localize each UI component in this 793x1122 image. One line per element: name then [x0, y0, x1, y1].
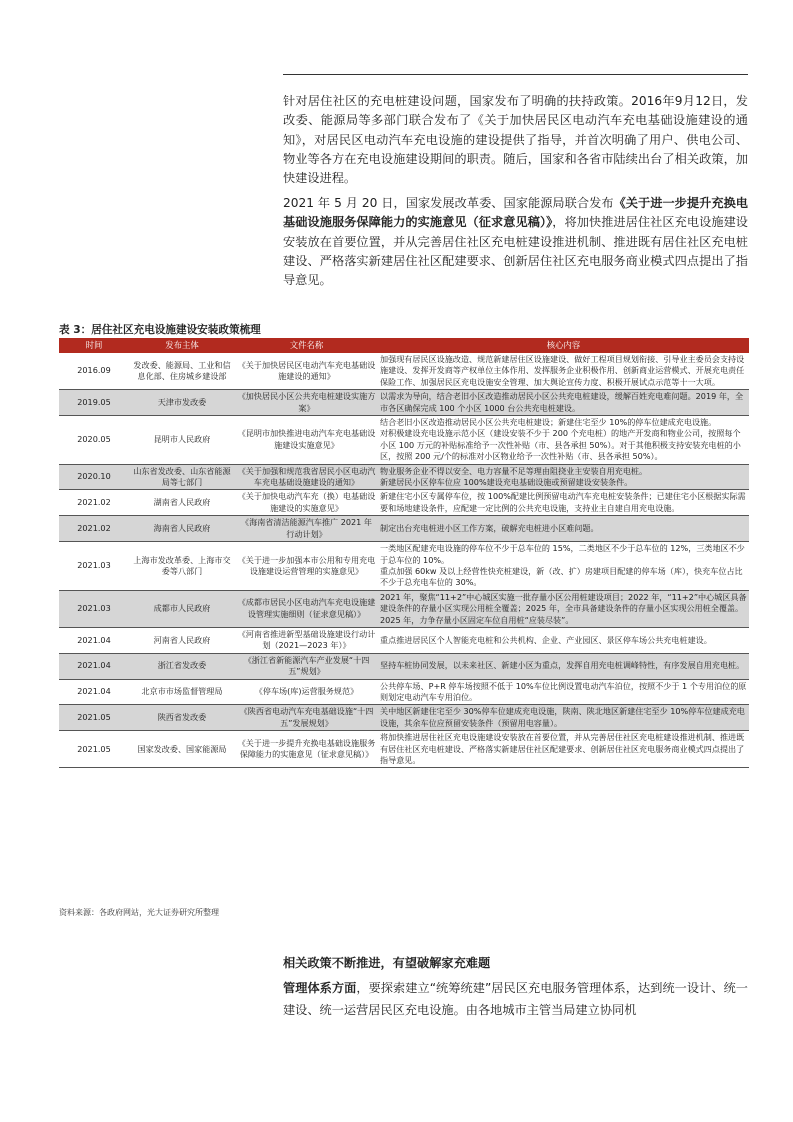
row-content: 结合老旧小区改造推动居民小区公共充电桩建设；新建住宅至少 10%的停车位建成充电设施。 对积极建设充电设施示范小区（建设安装不少于 200 个充电桩）的地产开发商和物业公司，按照每个小区 100 万元的补贴标准给予一次性补贴（市、县各承担 50%）。对于其他积极支持安装充电桩的小区，按照 200 元/个的标准对小区物业给予一次性补贴（市、县各承担 50%）。 [378, 416, 749, 465]
policy-table [59, 338, 749, 768]
source-note: 资料来源：各政府网站，光大证券研究所整理 [59, 908, 219, 917]
table-row [59, 731, 749, 768]
row-time: 2019.05 [59, 390, 129, 416]
table-row [59, 416, 749, 465]
table-title: 表 3：居住社区充电设施建设安装政策梳理 [59, 324, 261, 336]
row-time: 2021.02 [59, 516, 129, 542]
row-content: 将加快推进居住社区充电设施建设安装放在首要位置，并从完善居住社区充电桩建设推进机制、推进既有居住社区充电桩建设、严格落实新建居住社区配建要求、创新居住社区充电服务商业模式四点提出了指导意见。 [378, 731, 749, 768]
row-issuer: 湖南省人民政府 [129, 490, 235, 516]
row-document: 《关于进一步提升充换电基础设施服务保障能力的实施意见（征求意见稿）》 [235, 731, 378, 768]
row-issuer: 海南省人民政府 [129, 516, 235, 542]
row-time: 2021.02 [59, 490, 129, 516]
row-issuer: 昆明市人民政府 [129, 416, 235, 465]
row-time: 2021.05 [59, 705, 129, 731]
row-issuer: 浙江省发改委 [129, 653, 235, 679]
section-subheading: 相关政策不断推进，有望破解家充难题 [283, 956, 491, 970]
row-time: 2020.10 [59, 464, 129, 490]
row-content: 公共停车场、P+R 停车场按照不低于 10%车位比例设置电动汽车泊位，按照不少于 1 个专用泊位的原则划定电动汽车专用泊位。 [378, 679, 749, 705]
row-time: 2021.04 [59, 627, 129, 653]
row-document: 《关于进一步加强本市公用和专用充电设施建设运营管理的实施意见》 [235, 542, 378, 591]
row-issuer: 国家发改委、国家能源局 [129, 731, 235, 768]
row-document: 《关于加快电动汽车充（换）电基础设施建设的实施意见》 [235, 490, 378, 516]
final-paragraph [283, 977, 748, 1021]
row-document: 《海南省清洁能源汽车推广 2021 年行动计划》 [235, 516, 378, 542]
table-row [59, 590, 749, 627]
row-time: 2021.04 [59, 679, 129, 705]
row-time: 2021.04 [59, 653, 129, 679]
row-content: 新建住宅小区专属停车位，按 100%配建比例预留电动汽车充电桩安装条件；已建住宅小区根据实际需要和场地建设条件，应配建一定比例的公共充电设施，支持业主自建自用充电设施。 [378, 490, 749, 516]
second-paragraph-document: 《关于进一步提升充换电基础设施服务保障能力的实施意见（征求意见稿）》 [283, 196, 748, 230]
row-document: 《关于加快居民区电动汽车充电基础设施建设的通知》 [235, 353, 378, 390]
row-document: 《关于加强和规范我省居民小区电动汽车充电基础设施建设的通知》 [235, 464, 378, 490]
intro-paragraph: 针对居住社区的充电桩建设问题，国家发布了明确的扶持政策。2016年9月12日，发改委、能源局等多部门联合发布了《关于加快居民区电动汽车充电基础设施建设的通知》，对居民区电动汽车充电设施的建设提供了指导，并首次明确了用户、供电公司、物业等各方在充电设施建设期间的职责。随后，国家和各省市陆续出台了相关政策，加快建设进程。 [283, 94, 748, 186]
row-issuer: 上海市发改革委、上海市交委等八部门 [129, 542, 235, 591]
table-row [59, 490, 749, 516]
row-document: 《河南省推进新型基础设施建设行动计划（2021—2023 年）》 [235, 627, 378, 653]
table-row [59, 627, 749, 653]
header-rule [283, 74, 748, 75]
row-content: 加强现有居民区设施改造、规范新建居住区设施建设、做好工程项目规划衔接、引导业主委员会支持设施建设、发挥开发商等产权单位主体作用、发挥服务企业积极作用、创新商业运营模式、开展充电责任保险工作、加强居民区充电设施安全管理、加大舆论宣传力度、积极开展试点示范等十一大项。 [378, 353, 749, 390]
row-document: 《浙江省新能源汽车产业发展“十四五”规划》 [235, 653, 378, 679]
row-document: 《停车场(库)运营服务规范》 [235, 679, 378, 705]
table-row [59, 653, 749, 679]
row-content: 物业服务企业不得以安全、电力容量不足等理由阻挠业主安装自用充电桩。 新建居民小区停车位应 100%建设充电基础设施或预留建设安装条件。 [378, 464, 749, 490]
row-time: 2021.05 [59, 731, 129, 768]
row-issuer: 发改委、能源局、工业和信息化部、住房城乡建设部 [129, 353, 235, 390]
second-paragraph-lead: 2021 年 5 月 20 日，国家发展改革委、国家能源局联合发布 [283, 196, 614, 210]
header-content: 核心内容 [378, 338, 749, 353]
final-paragraph-lead: 管理体系方面 [283, 981, 357, 995]
row-document: 《陕西省电动汽车充电基础设施“十四五”发展规划》 [235, 705, 378, 731]
row-issuer: 陕西省发改委 [129, 705, 235, 731]
final-paragraph-rest: ，要探索建立“统筹统建”居民区充电服务管理体系，达到统一设计、统一建设、统一运营居民区充电设施。由各地城市主管当局建立协同机 [283, 981, 748, 1017]
second-paragraph-rest: ，将加快推进居住社区充电设施建设安装放在首要位置，并从完善居住社区充电桩建设推进机制、推进既有居住社区充电桩建设、严格落实新建居住社区配建要求、创新居住社区充电服务商业模式四点提出了指导意见。 [283, 215, 748, 288]
row-content: 制定出台充电桩进小区工作方案，破解充电桩进小区难问题。 [378, 516, 749, 542]
row-document: 《成都市居民小区电动汽车充电设施建设管理实施细则（征求意见稿）》 [235, 590, 378, 627]
table-row [59, 390, 749, 416]
row-content: 2021 年，聚焦“11+2”中心城区实施一批存量小区公用桩建设项目；2022 年，“11+2”中心城区具备建设条件的存量小区实现公用桩全覆盖；2025 年，全市具备建设条件的存量小区实现公用桩全覆盖。2025 年，力争存量小区固定车位自用桩“应装尽装”。 [378, 590, 749, 627]
table-row [59, 516, 749, 542]
table-header-row [59, 338, 749, 353]
table-row [59, 679, 749, 705]
row-document: 《昆明市加快推进电动汽车充电基础设施建设实施意见》 [235, 416, 378, 465]
row-time: 2016.09 [59, 353, 129, 390]
header-time: 时间 [59, 338, 129, 353]
table-row [59, 542, 749, 591]
row-content: 关中地区新建住宅至少 30%停车位建成充电设施，陕南、陕北地区新建住宅至少 10%停车位建成充电设施，其余车位应预留安装条件（预留用电容量）。 [378, 705, 749, 731]
row-content: 坚持车桩协同发展，以未来社区、新建小区为重点，发挥自用充电桩调峰特性，有序发展自用充电桩。 [378, 653, 749, 679]
header-document: 文件名称 [235, 338, 378, 353]
row-content: 以需求为导向，结合老旧小区改造推动居民小区公共充电桩建设，缓解百姓充电难问题。2019 年，全市各区确保完成 100 个小区 1000 台公共充电桩建设。 [378, 390, 749, 416]
row-issuer: 天津市发改委 [129, 390, 235, 416]
second-paragraph [283, 194, 748, 290]
row-time: 2021.03 [59, 542, 129, 591]
table-row [59, 353, 749, 390]
row-document: 《加快居民小区公共充电桩建设实施方案》 [235, 390, 378, 416]
row-content: 一类地区配建充电设施的停车位不少于总车位的 15%，二类地区不少于总车位的 12%，三类地区不少于总车位的 10%。 重点加强 60kw 及以上经营性快充桩建设，新（改、扩）房建项目配建的停车场（库），快充车位占比不少于总充电车位的 30%。 [378, 542, 749, 591]
row-time: 2021.03 [59, 590, 129, 627]
row-issuer: 山东省发改委、山东省能源局等七部门 [129, 464, 235, 490]
header-issuer: 发布主体 [129, 338, 235, 353]
row-time: 2020.05 [59, 416, 129, 465]
table-row [59, 464, 749, 490]
row-issuer: 河南省人民政府 [129, 627, 235, 653]
row-content: 重点推进居民区个人智能充电桩和公共机构、企业、产业园区、景区停车场公共充电桩建设。 [378, 627, 749, 653]
row-issuer: 北京市市场监督管理局 [129, 679, 235, 705]
table-row [59, 705, 749, 731]
row-issuer: 成都市人民政府 [129, 590, 235, 627]
